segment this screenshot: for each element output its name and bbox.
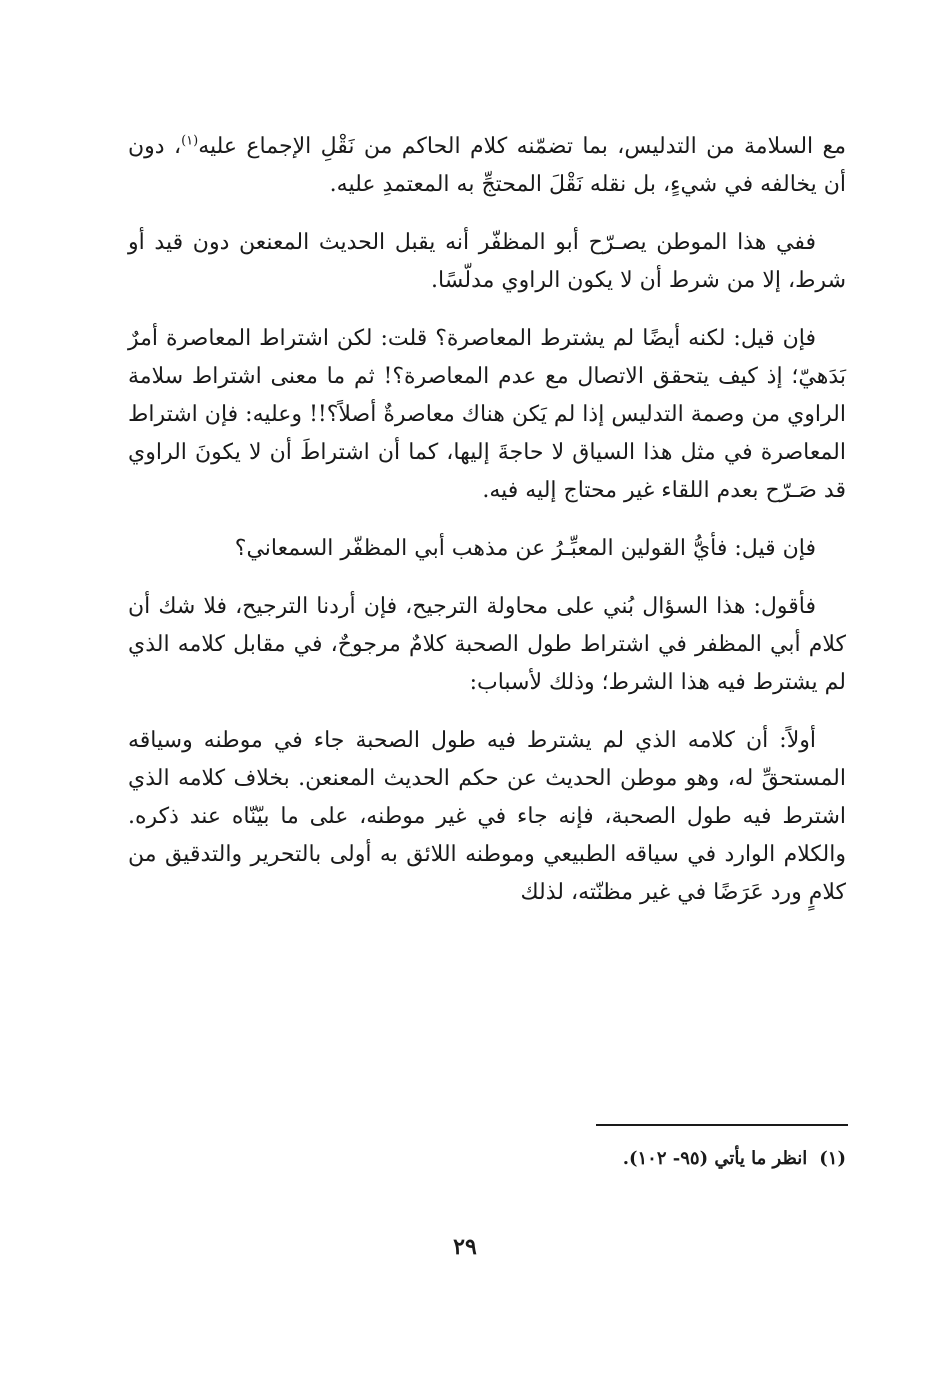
paragraph-1-text-after-ref: ، دون أن يخالفه في شيءٍ، بل نقله نَقْلَ المحتجِّ به المعتمدِ عليه.: [128, 134, 846, 197]
footnote-separator: [596, 1124, 848, 1126]
paragraph-2: ففي هذا الموطن يصـرّح أبو المظفّر أنه يقبل الحديث المعنعن دون قيد أو شرط، إلا من شرط أن لا يكون الراوي مدلّسًا.: [128, 230, 846, 293]
footnote-reference: (١): [181, 133, 199, 149]
page-number: ٢٩: [453, 1234, 477, 1260]
paragraph-1: [128, 128, 846, 204]
paragraph-4: فإن قيل: فأيُّ القولين المعبِّـرُ عن مذهب أبي المظفّر السمعاني؟: [234, 536, 816, 561]
paragraph-5: فأقول: هذا السؤال بُني على محاولة الترجيح، فإن أردنا الترجيح، فلا شك أن كلام أبي المظفر في اشتراط طول الصحبة كلامٌ مرجوحٌ، في مقابل كلامه الذي لم يشترط فيه هذا الشرط؛ وذلك لأسباب:: [128, 594, 846, 695]
paragraph-6: أولاً: أن كلامه الذي لم يشترط فيه طول الصحبة جاء في موطنه وسياقه المستحقِّ له، وهو موطن الحديث عن حكم الحديث المعنعن. بخلاف كلامه الذي اشترط فيه طول الصحبة، فإنه جاء في غير موطنه، على ما بيّنّاه عند ذكره. والكلام الوارد في سياقه الطبيعي وموطنه اللائق به أولى بالتحرير والتدقيق من كلامٍ ورد عَرَضًا في غير مظنّته، لذلك: [128, 728, 846, 905]
footnote-number: (١): [819, 1148, 846, 1169]
footnote: [400, 1144, 846, 1174]
footnote-text: انظر ما يأتي (٩٥- ١٠٢).: [622, 1148, 808, 1169]
paragraph-3: فإن قيل: لكنه أيضًا لم يشترط المعاصرة؟ قلت: لكن اشتراط المعاصرة أمرٌ بَدَهيّ؛ إذ كيف يتحقق الاتصال مع عدم المعاصرة؟! ثم ما معنى اشتراط سلامة الراوي من وصمة التدليس إذا لم يَكن هناك معاصرةٌ أصلاً؟!! وعليه: فإن اشتراط المعاصرة في مثل هذا السياق لا حاجةَ إليها، كما أن اشتراطَ أن لا يكونَ الراوي قد صَـرّح بعدم اللقاء غير محتاج إليه فيه.: [128, 326, 846, 503]
main-text: [128, 128, 846, 932]
paragraph-1-text-before-ref: مع السلامة من التدليس، بما تضمّنه كلام الحاكم من نَقْلِ الإجماع عليه: [198, 134, 847, 159]
